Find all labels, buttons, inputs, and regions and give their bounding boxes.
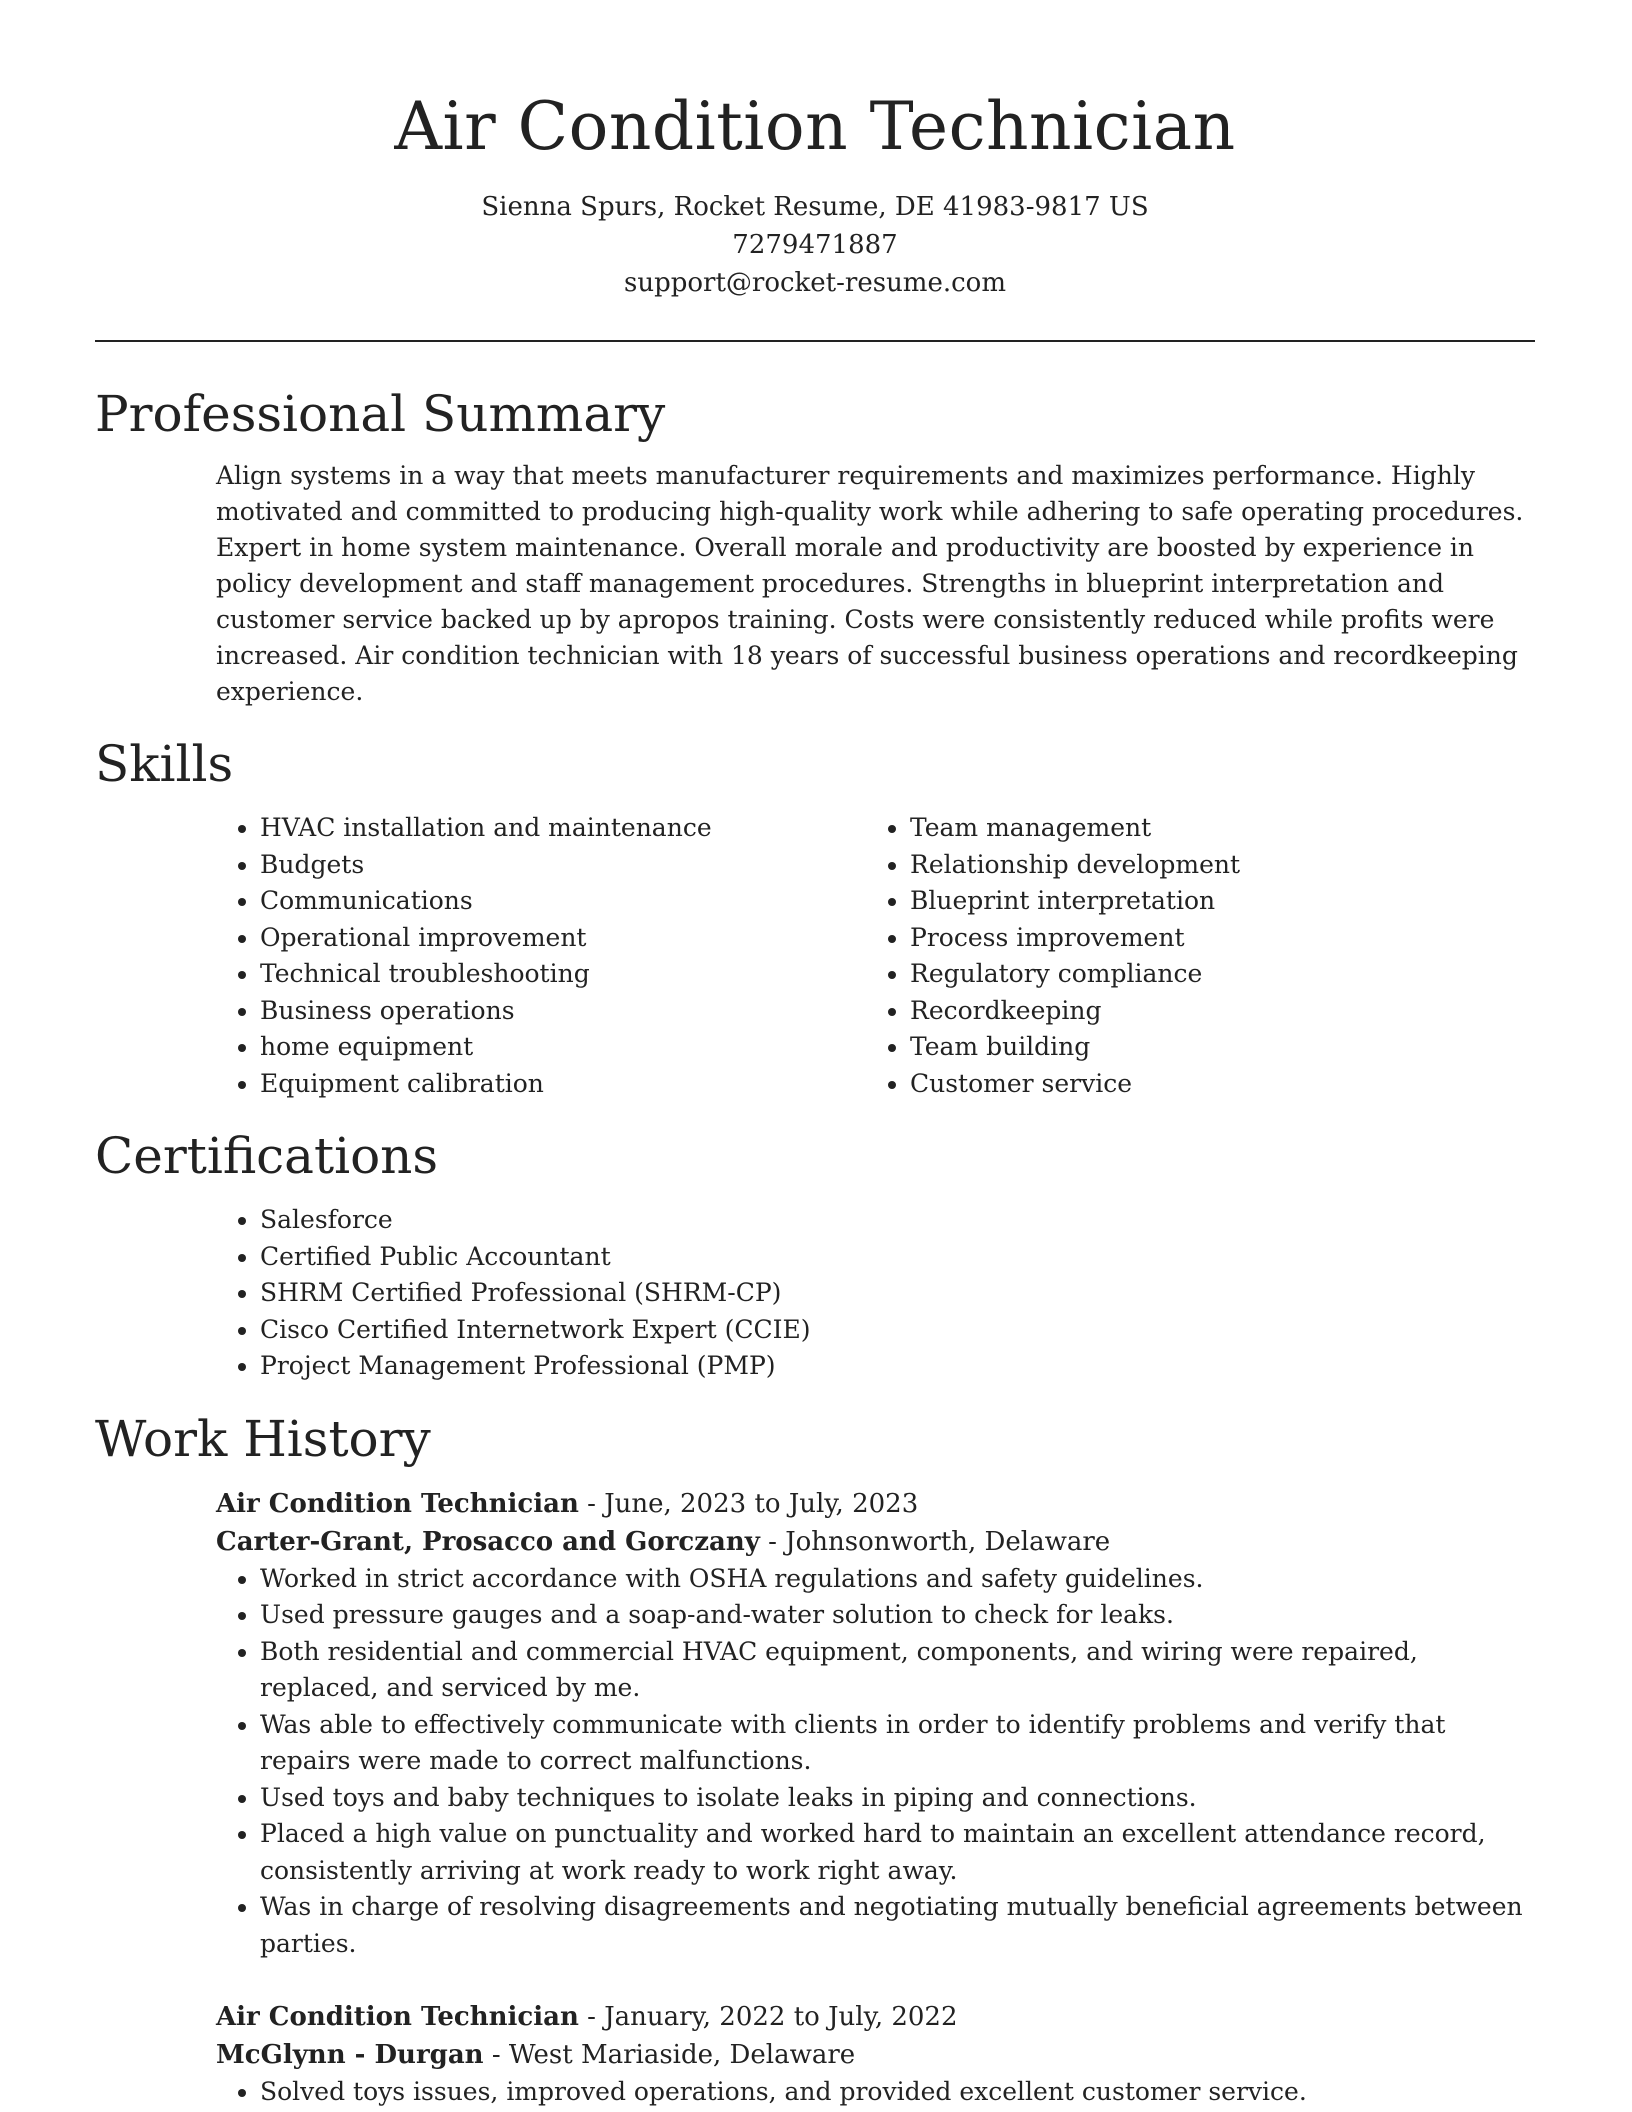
skill-item: • HVAC installation and maintenance: [260, 810, 866, 847]
skill-item: • Business operations: [260, 993, 866, 1030]
job-company-line: Carter-Grant, Prosacco and Gorczany - Johnsonworth, Delaware: [216, 1526, 1111, 1557]
skill-item: • Budgets: [260, 847, 866, 884]
job-bullets: [216, 1561, 1535, 1963]
job-bullet: • Was in charge of resolving disagreements and negotiating mutually beneficial agreements between parties.: [260, 1889, 1535, 1962]
job-bullet: • Placed a high value on punctuality and worked hard to maintain an excellent attendance record, consistently arriving at work ready to work right away.: [260, 1816, 1535, 1889]
job-title: Air Condition Technician: [216, 2002, 579, 2032]
job-company: McGlynn - Durgan: [216, 2040, 484, 2070]
skills-heading: Skills: [95, 735, 234, 793]
skill-item: • Operational improvement: [260, 920, 866, 957]
skills-list-left: [216, 810, 866, 1102]
job-title-line: Air Condition Technician - June, 2023 to July, 2023: [216, 1488, 919, 1519]
resume-page: [95, 0, 1535, 2111]
certification-item: • SHRM Certified Professional (SHRM-CP): [260, 1275, 1535, 1312]
summary-text: Align systems in a way that meets manufacturer requirements and maximizes performance. Highly motivated and committed to producing high-quality work while adhering to safe operating procedures. Expert in home system maintenance. Overall morale and productivity are boosted by experience in policy development and staff management procedures. Strengths in blueprint interpretation and customer service backed up by apropos training. Costs were consistently reduced while profits were increased. Air condition technician with 18 years of successful business operations and recordkeeping experience.: [216, 461, 1524, 706]
certification-item: • Certified Public Accountant: [260, 1239, 1535, 1276]
skill-item: • Team management: [910, 810, 1516, 847]
skill-item: • Equipment calibration: [260, 1066, 866, 1103]
contact-phone: 7279471887: [732, 230, 898, 260]
skill-item: • Relationship development: [910, 847, 1516, 884]
contact-address: Sienna Spurs, Rocket Resume, DE 41983-9817 US: [481, 192, 1149, 222]
job-dates: January, 2022 to July, 2022: [604, 2002, 958, 2032]
job-bullet: • Used pressure gauges and a soap-and-water solution to check for leaks.: [260, 1597, 1535, 1634]
certification-item: • Salesforce: [260, 1202, 1535, 1239]
job-bullet: • Was able to effectively communicate with clients in order to identify problems and verify that repairs were made to correct malfunctions.: [260, 1707, 1535, 1780]
job-entry: [216, 1485, 1535, 1963]
job-bullet: • Both residential and commercial HVAC equipment, components, and wiring were repaired, replaced, and serviced by me.: [260, 1634, 1535, 1707]
resume-name: Air Condition Technician: [394, 88, 1236, 165]
skill-item: • Regulatory compliance: [910, 956, 1516, 993]
job-location: West Mariaside, Delaware: [508, 2040, 856, 2070]
contact-block: [95, 188, 1535, 302]
skill-item: • Customer service: [910, 1066, 1516, 1103]
job-title: Air Condition Technician: [216, 1488, 579, 1519]
certifications-heading: Certifications: [95, 1127, 439, 1185]
resume-header: [95, 0, 1535, 302]
job-company: Carter-Grant, Prosacco and Gorczany: [216, 1526, 760, 1557]
skill-item: • Process improvement: [910, 920, 1516, 957]
job-bullet: • Worked in strict accordance with OSHA regulations and safety guidelines.: [260, 1561, 1535, 1598]
summary-heading: Professional Summary: [95, 385, 666, 443]
skill-item: • Communications: [260, 883, 866, 920]
job-bullets: [216, 2074, 1535, 2111]
job-bullet: • Solved toys issues, improved operations, and provided excellent customer service.: [260, 2074, 1535, 2111]
job-title-line: Air Condition Technician - January, 2022 to July, 2022: [216, 2002, 958, 2032]
job-bullet: • Used toys and baby techniques to isolate leaks in piping and connections.: [260, 1780, 1535, 1817]
certifications-list: [216, 1202, 1535, 1385]
job-entry: [216, 1998, 1535, 2111]
header-divider: [95, 340, 1535, 342]
certification-item: • Project Management Professional (PMP): [260, 1348, 1535, 1385]
job-location: Johnsonworth, Delaware: [785, 1526, 1111, 1557]
skill-item: • Team building: [910, 1029, 1516, 1066]
contact-email: support@rocket-resume.com: [623, 268, 1006, 298]
job-company-line: McGlynn - Durgan - West Mariaside, Delaware: [216, 2040, 856, 2070]
skill-item: • Blueprint interpretation: [910, 883, 1516, 920]
skills-list-right: [866, 810, 1516, 1102]
skill-item: • Recordkeeping: [910, 993, 1516, 1030]
work-history-section: [216, 1485, 1535, 2111]
skill-item: • home equipment: [260, 1029, 866, 1066]
work-history-heading: Work History: [95, 1409, 431, 1468]
certification-item: • Cisco Certified Internetwork Expert (CCIE): [260, 1312, 1535, 1349]
certifications-section: [216, 1202, 1535, 1385]
skills-columns: [216, 810, 1535, 1102]
skill-item: • Technical troubleshooting: [260, 956, 866, 993]
job-dates: June, 2023 to July, 2023: [604, 1488, 919, 1519]
skills-section: [216, 810, 1535, 1102]
